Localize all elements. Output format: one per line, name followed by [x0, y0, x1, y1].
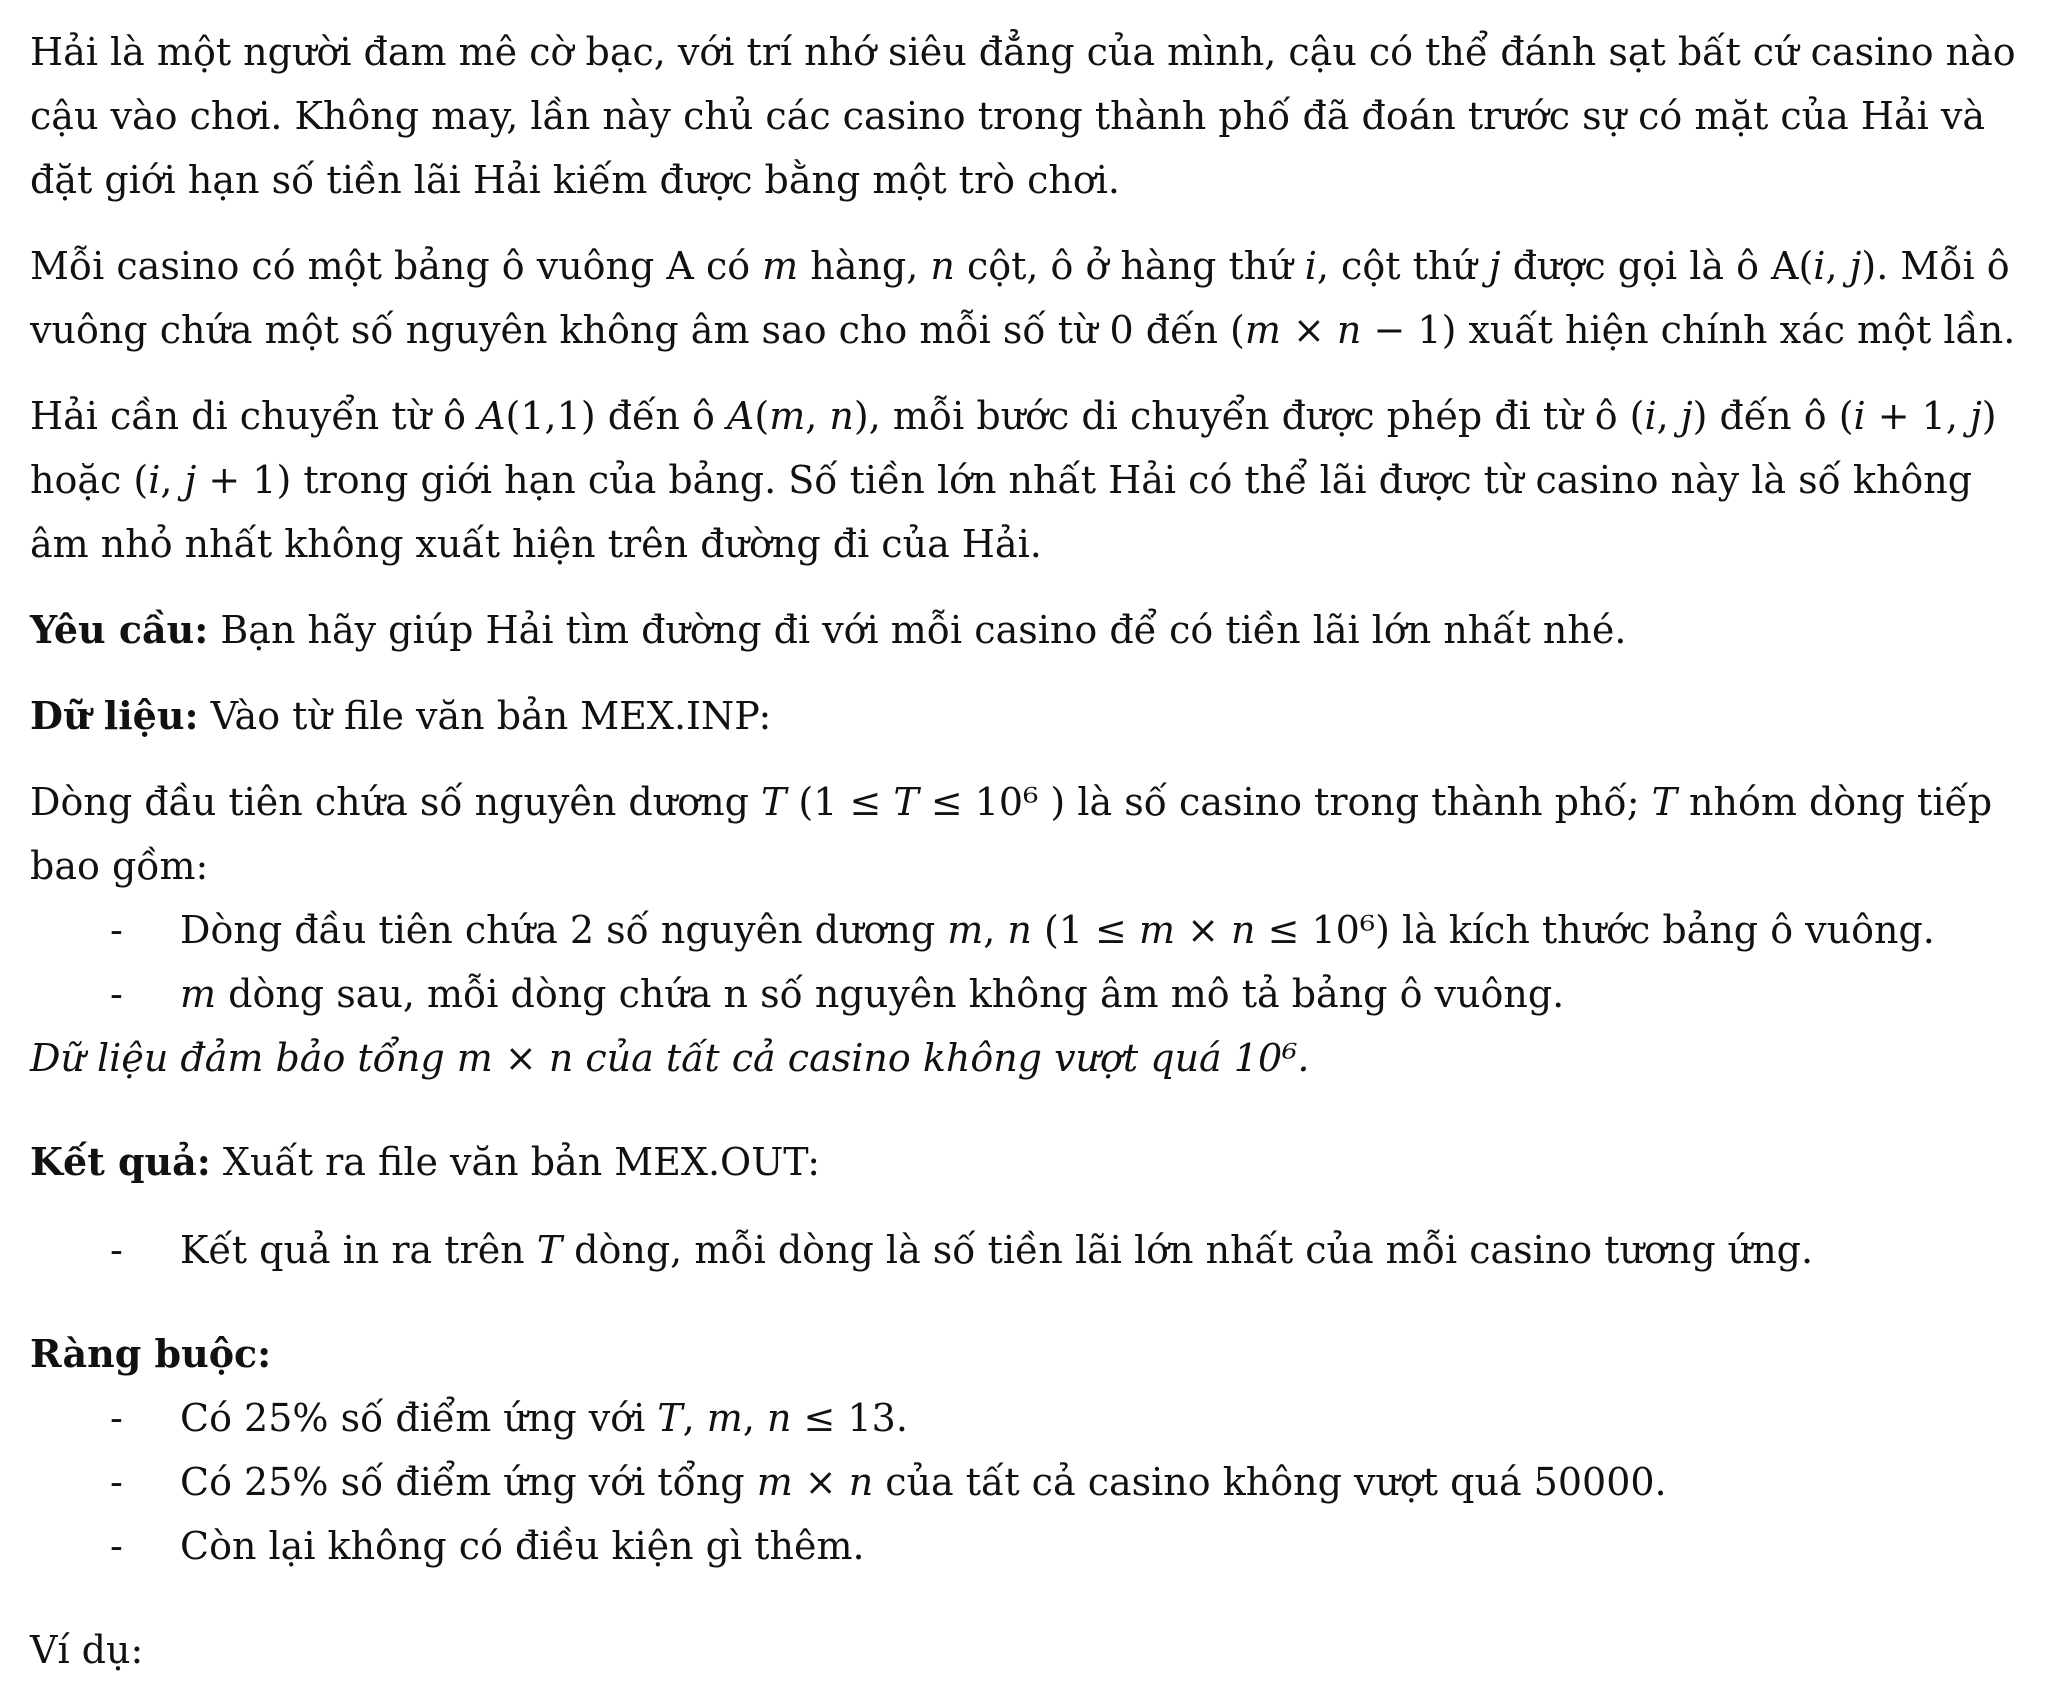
input-line-1: Dòng đầu tiên chứa số nguyên dương 𝑇 (1 ≤ 𝑇 ≤ 10⁶ ) là số casino trong thành phố; 𝑇 nhóm dòng tiếp bao gồm:: [30, 780, 1993, 888]
input-list-item-text: 𝑚 dòng sau, mỗi dòng chứa n số nguyên không âm mô tả bảng ô vuông.: [180, 972, 1565, 1016]
list-dash: -: [110, 972, 123, 1016]
list-dash: -: [110, 1524, 123, 1568]
output-heading: [30, 1130, 2037, 1194]
input-text: Vào từ file văn bản MEX.INP:: [198, 694, 772, 738]
input-list-item-text: Dòng đầu tiên chứa 2 số nguyên dương 𝑚, 𝑛 (1 ≤ 𝑚 × 𝑛 ≤ 10⁶) là kích thước bảng ô vuông.: [180, 908, 1935, 952]
input-note: Dữ liệu đảm bảo tổng 𝑚 × 𝑛 của tất cả casino không vượt quá 10⁶.: [30, 1036, 1310, 1080]
list-dash: -: [110, 908, 123, 952]
output-text: Xuất ra file văn bản MEX.OUT:: [210, 1140, 821, 1184]
requirement-paragraph: [30, 598, 2037, 662]
input-label: Dữ liệu:: [30, 693, 199, 738]
requirement-label: Yêu cầu:: [30, 607, 209, 652]
list-dash: -: [110, 1228, 123, 1272]
intro-paragraph-1: Hải là một người đam mê cờ bạc, với trí nhớ siêu đẳng của mình, cậu có thể đánh sạt bất cứ casino nào cậu vào chơi. Không may, lần này chủ các casino trong thành phố đã đoán trước sự có mặt của Hải và đặt giới hạn số tiền lãi Hải kiếm được bằng một trò chơi.: [30, 30, 2016, 202]
requirement-text: Bạn hãy giúp Hải tìm đường đi với mỗi casino để có tiền lãi lớn nhất nhé.: [208, 608, 1627, 652]
constraint-item: [30, 1450, 2037, 1514]
constraints-heading: Ràng buộc:: [30, 1331, 272, 1376]
constraint-item-text: Có 25% số điểm ứng với tổng 𝑚 × 𝑛 của tất cả casino không vượt quá 50000.: [180, 1460, 1667, 1504]
list-dash: -: [110, 1460, 123, 1504]
input-heading: [30, 684, 2037, 748]
example-label: Ví dụ:: [30, 1628, 144, 1672]
constraint-item-text: Có 25% số điểm ứng với 𝑇, 𝑚, 𝑛 ≤ 13.: [180, 1396, 908, 1440]
intro-paragraph-3: Hải cần di chuyển từ ô 𝐴(1,1) đến ô 𝐴(𝑚, 𝑛), mỗi bước di chuyển được phép đi từ ô (𝑖, 𝑗) đến ô (𝑖 + 1, 𝑗) hoặc (𝑖, 𝑗 + 1) trong giới hạn của bảng. Số tiền lớn nhất Hải có thể lãi được từ casino này là số không âm nhỏ nhất không xuất hiện trên đường đi của Hải.: [30, 394, 1997, 566]
constraint-item-text: Còn lại không có điều kiện gì thêm.: [180, 1524, 865, 1568]
input-list-item: [30, 898, 2037, 962]
output-list-item-text: Kết quả in ra trên 𝑇 dòng, mỗi dòng là số tiền lãi lớn nhất của mỗi casino tương ứng.: [180, 1228, 1814, 1272]
output-label: Kết quả:: [30, 1139, 211, 1184]
input-list-item: [30, 962, 2037, 1026]
intro-paragraph-2: Mỗi casino có một bảng ô vuông A có 𝑚 hàng, 𝑛 cột, ô ở hàng thứ 𝑖, cột thứ 𝑗 được gọi là ô A(𝑖, 𝑗). Mỗi ô vuông chứa một số nguyên không âm sao cho mỗi số từ 0 đến (𝑚 × 𝑛 − 1) xuất hiện chính xác một lần.: [30, 244, 2016, 352]
constraint-item: [30, 1514, 2037, 1578]
output-list-item: [30, 1218, 2037, 1282]
constraint-item: [30, 1386, 2037, 1450]
list-dash: -: [110, 1396, 123, 1440]
